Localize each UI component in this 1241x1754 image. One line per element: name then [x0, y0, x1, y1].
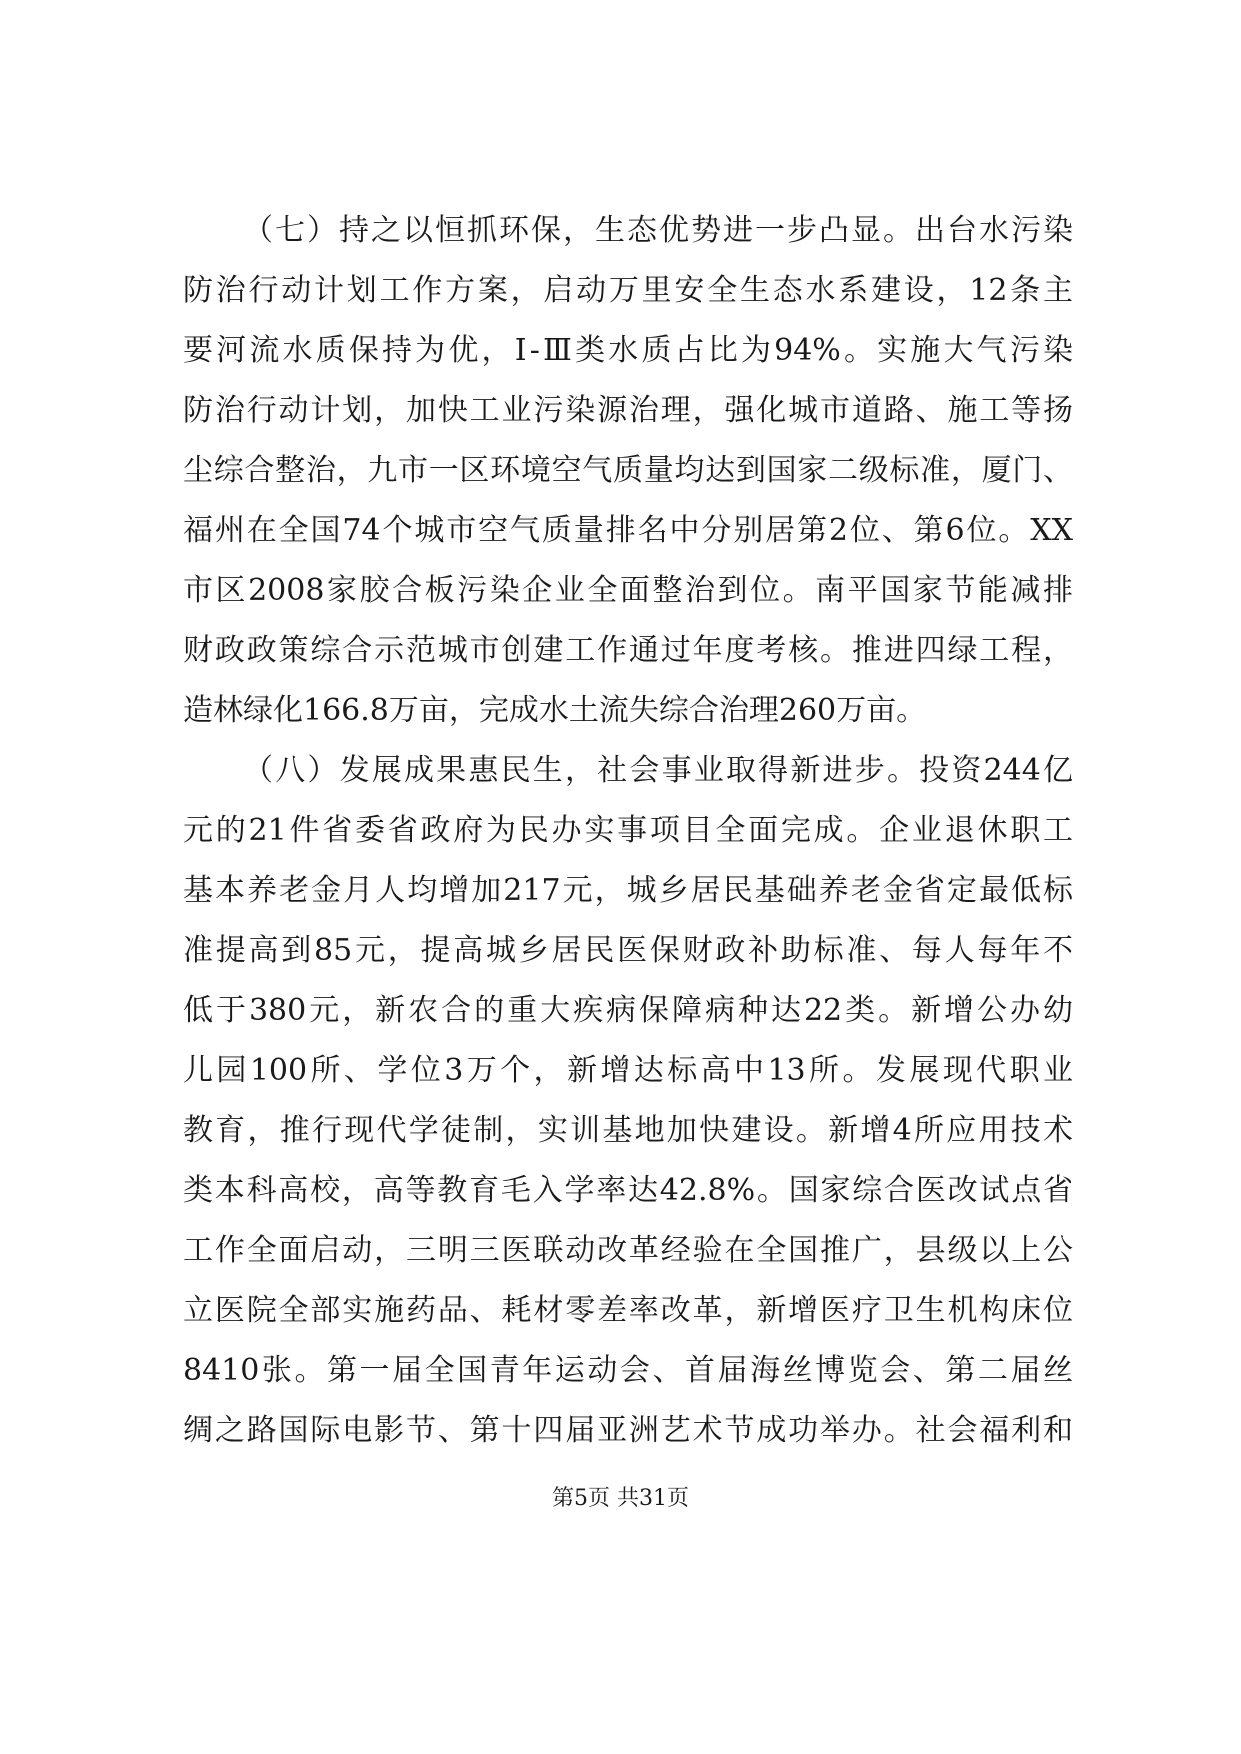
paragraph-1-line-9: 造林绿化166.8万亩，完成水土流失综合治理260万亩。 — [183, 693, 927, 728]
paragraph-1-line-6: 福州在全国74个城市空气质量排名中分别居第2位、第6位。XX — [183, 513, 1073, 548]
paragraph-2-line-11: 8410张。第一届全国青年运动会、首届海丝博览会、第二届丝 — [183, 1353, 1073, 1388]
paragraph-1-line-2: 防治行动计划工作方案，启动万里安全生态水系建设，12条主 — [183, 273, 1073, 308]
paragraph-1-line-3: 要河流水质保持为优，Ⅰ-Ⅲ类水质占比为94%。实施大气污染 — [183, 333, 1073, 368]
paragraph-2-line-8: 类本科高校，高等教育毛入学率达42.8%。国家综合医改试点省 — [183, 1173, 1073, 1208]
page-number-footer: 第5页 共31页 — [552, 1486, 689, 1511]
paragraph-2-line-10: 立医院全部实施药品、耗材零差率改革，新增医疗卫生机构床位 — [183, 1293, 1073, 1328]
paragraph-2-line-5: 低于380元，新农合的重大疾病保障病种达22类。新增公办幼 — [183, 993, 1073, 1028]
paragraph-1-line-4: 防治行动计划，加快工业污染源治理，强化城市道路、施工等扬 — [183, 393, 1073, 428]
paragraph-2-line-12: 绸之路国际电影节、第十四届亚洲艺术节成功举办。社会福利和 — [183, 1413, 1073, 1448]
paragraph-1-line-5: 尘综合整治，九市一区环境空气质量均达到国家二级标准，厦门、 — [183, 453, 1073, 488]
paragraph-2-line-7: 教育，推行现代学徒制，实训基地加快建设。新增4所应用技术 — [183, 1113, 1073, 1148]
paragraph-2-line-4: 准提高到85元，提高城乡居民医保财政补助标准、每人每年不 — [183, 933, 1073, 968]
paragraph-1-line-7: 市区2008家胶合板污染企业全面整治到位。南平国家节能减排 — [183, 573, 1073, 608]
paragraph-1-line-1: （七）持之以恒抓环保，生态优势进一步凸显。出台水污染 — [243, 213, 1073, 248]
paragraph-2-line-2: 元的21件省委省政府为民办实事项目全面完成。企业退休职工 — [183, 813, 1073, 848]
paragraph-2-line-6: 儿园100所、学位3万个，新增达标高中13所。发展现代职业 — [183, 1053, 1073, 1088]
paragraph-1-line-8: 财政政策综合示范城市创建工作通过年度考核。推进四绿工程， — [183, 633, 1073, 668]
paragraph-2-line-9: 工作全面启动，三明三医联动改革经验在全国推广，县级以上公 — [183, 1233, 1073, 1268]
paragraph-2-line-3: 基本养老金月人均增加217元，城乡居民基础养老金省定最低标 — [183, 873, 1073, 908]
paragraph-2-line-1: （八）发展成果惠民生，社会事业取得新进步。投资244亿 — [243, 753, 1073, 788]
